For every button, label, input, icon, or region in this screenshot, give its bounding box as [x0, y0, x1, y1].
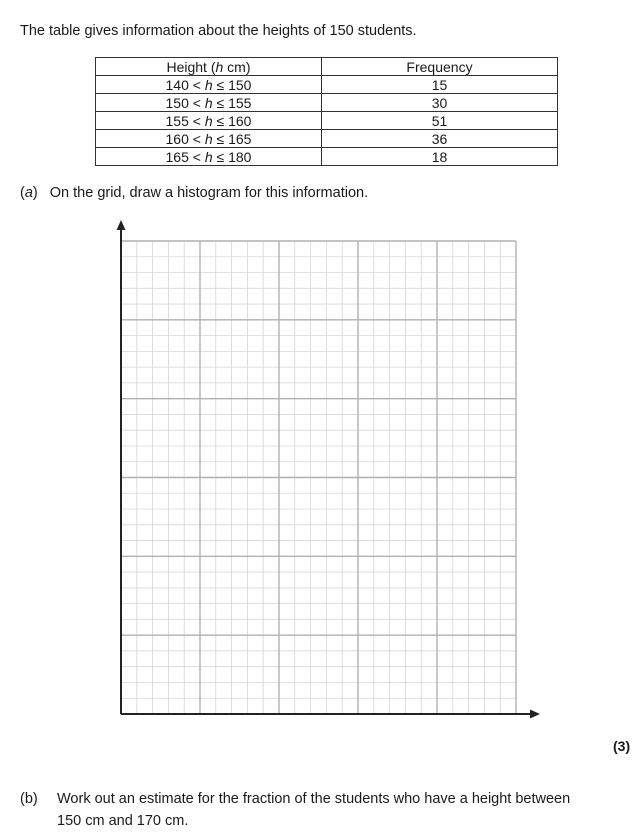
- frequency-cell: 15: [322, 76, 558, 94]
- height-interval-cell: 155 < h ≤ 160: [96, 112, 322, 130]
- part-a-question: (a) On the grid, draw a histogram for this information.: [20, 185, 369, 201]
- y-axis-arrow: [117, 220, 126, 230]
- frequency-cell: 51: [322, 112, 558, 130]
- frequency-cell: 18: [322, 148, 558, 166]
- height-interval-cell: 150 < h ≤ 155: [96, 94, 322, 112]
- height-interval-cell: 165 < h ≤ 180: [96, 148, 322, 166]
- marks-label: (3): [613, 738, 631, 754]
- frequency-column-header: Frequency: [322, 58, 558, 76]
- height-interval-cell: 140 < h ≤ 150: [96, 76, 322, 94]
- question-intro: The table gives information about the heights of 150 students.: [20, 23, 417, 39]
- grid-major-lines: [121, 241, 516, 714]
- height-column-header: Height (h cm): [96, 58, 322, 76]
- frequency-cell: 36: [322, 130, 558, 148]
- x-axis-arrow: [530, 710, 540, 719]
- part-b-question: (b) Work out an estimate for the fraction of the students who have a height between 150 cm and 170 cm.: [20, 791, 571, 829]
- height-interval-cell: 160 < h ≤ 165: [96, 130, 322, 148]
- frequency-cell: 30: [322, 94, 558, 112]
